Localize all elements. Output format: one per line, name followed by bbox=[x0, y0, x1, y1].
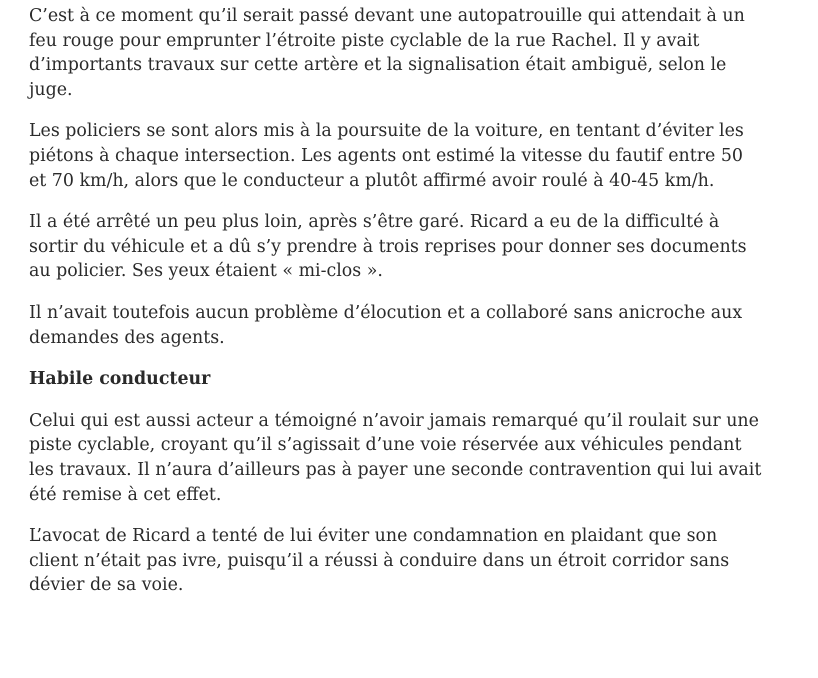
article-paragraph: Il n’avait toutefois aucun problème d’élocution et a collaboré sans anicroche aux demandes des agents. bbox=[29, 302, 743, 348]
article-paragraph: Celui qui est aussi acteur a témoigné n’avoir jamais remarqué qu’il roulait sur une piste cyclable, croyant qu’il s’agissait d’une voie réservée aux véhicules pendant les travaux. Il n’aura d’ailleurs pas à payer une seconde contravention qui lui avait été remise à cet effet. bbox=[29, 410, 762, 505]
article-subheading: Habile conducteur bbox=[29, 369, 211, 390]
article-paragraph: Il a été arrêté un peu plus loin, après s’être garé. Ricard a eu de la difficulté à sortir du véhicule et a dû s’y prendre à trois reprises pour donner ses documents au policier. Ses yeux étaient « mi-clos ». bbox=[29, 212, 747, 282]
article-paragraph: Les policiers se sont alors mis à la poursuite de la voiture, en tentant d’éviter les piétons à chaque intersection. Les agents ont estimé la vitesse du fautif entre 50 et 70 km/h, alors que le conducteur a plutôt affirmé avoir roulé à 40-45 km/h. bbox=[29, 121, 744, 191]
article-body bbox=[29, 4, 764, 615]
article-paragraph: L’avocat de Ricard a tenté de lui éviter une condamnation en plaidant que son client n’était pas ivre, puisqu’il a réussi à conduire dans un étroit corridor sans dévier de sa voie. bbox=[29, 526, 730, 596]
article-paragraph: C’est à ce moment qu’il serait passé devant une autopatrouille qui attendait à un feu rouge pour emprunter l’étroite piste cyclable de la rue Rachel. Il y avait d’importants travaux sur cette artère et la signalisation était ambiguë, selon le juge. bbox=[29, 6, 745, 100]
